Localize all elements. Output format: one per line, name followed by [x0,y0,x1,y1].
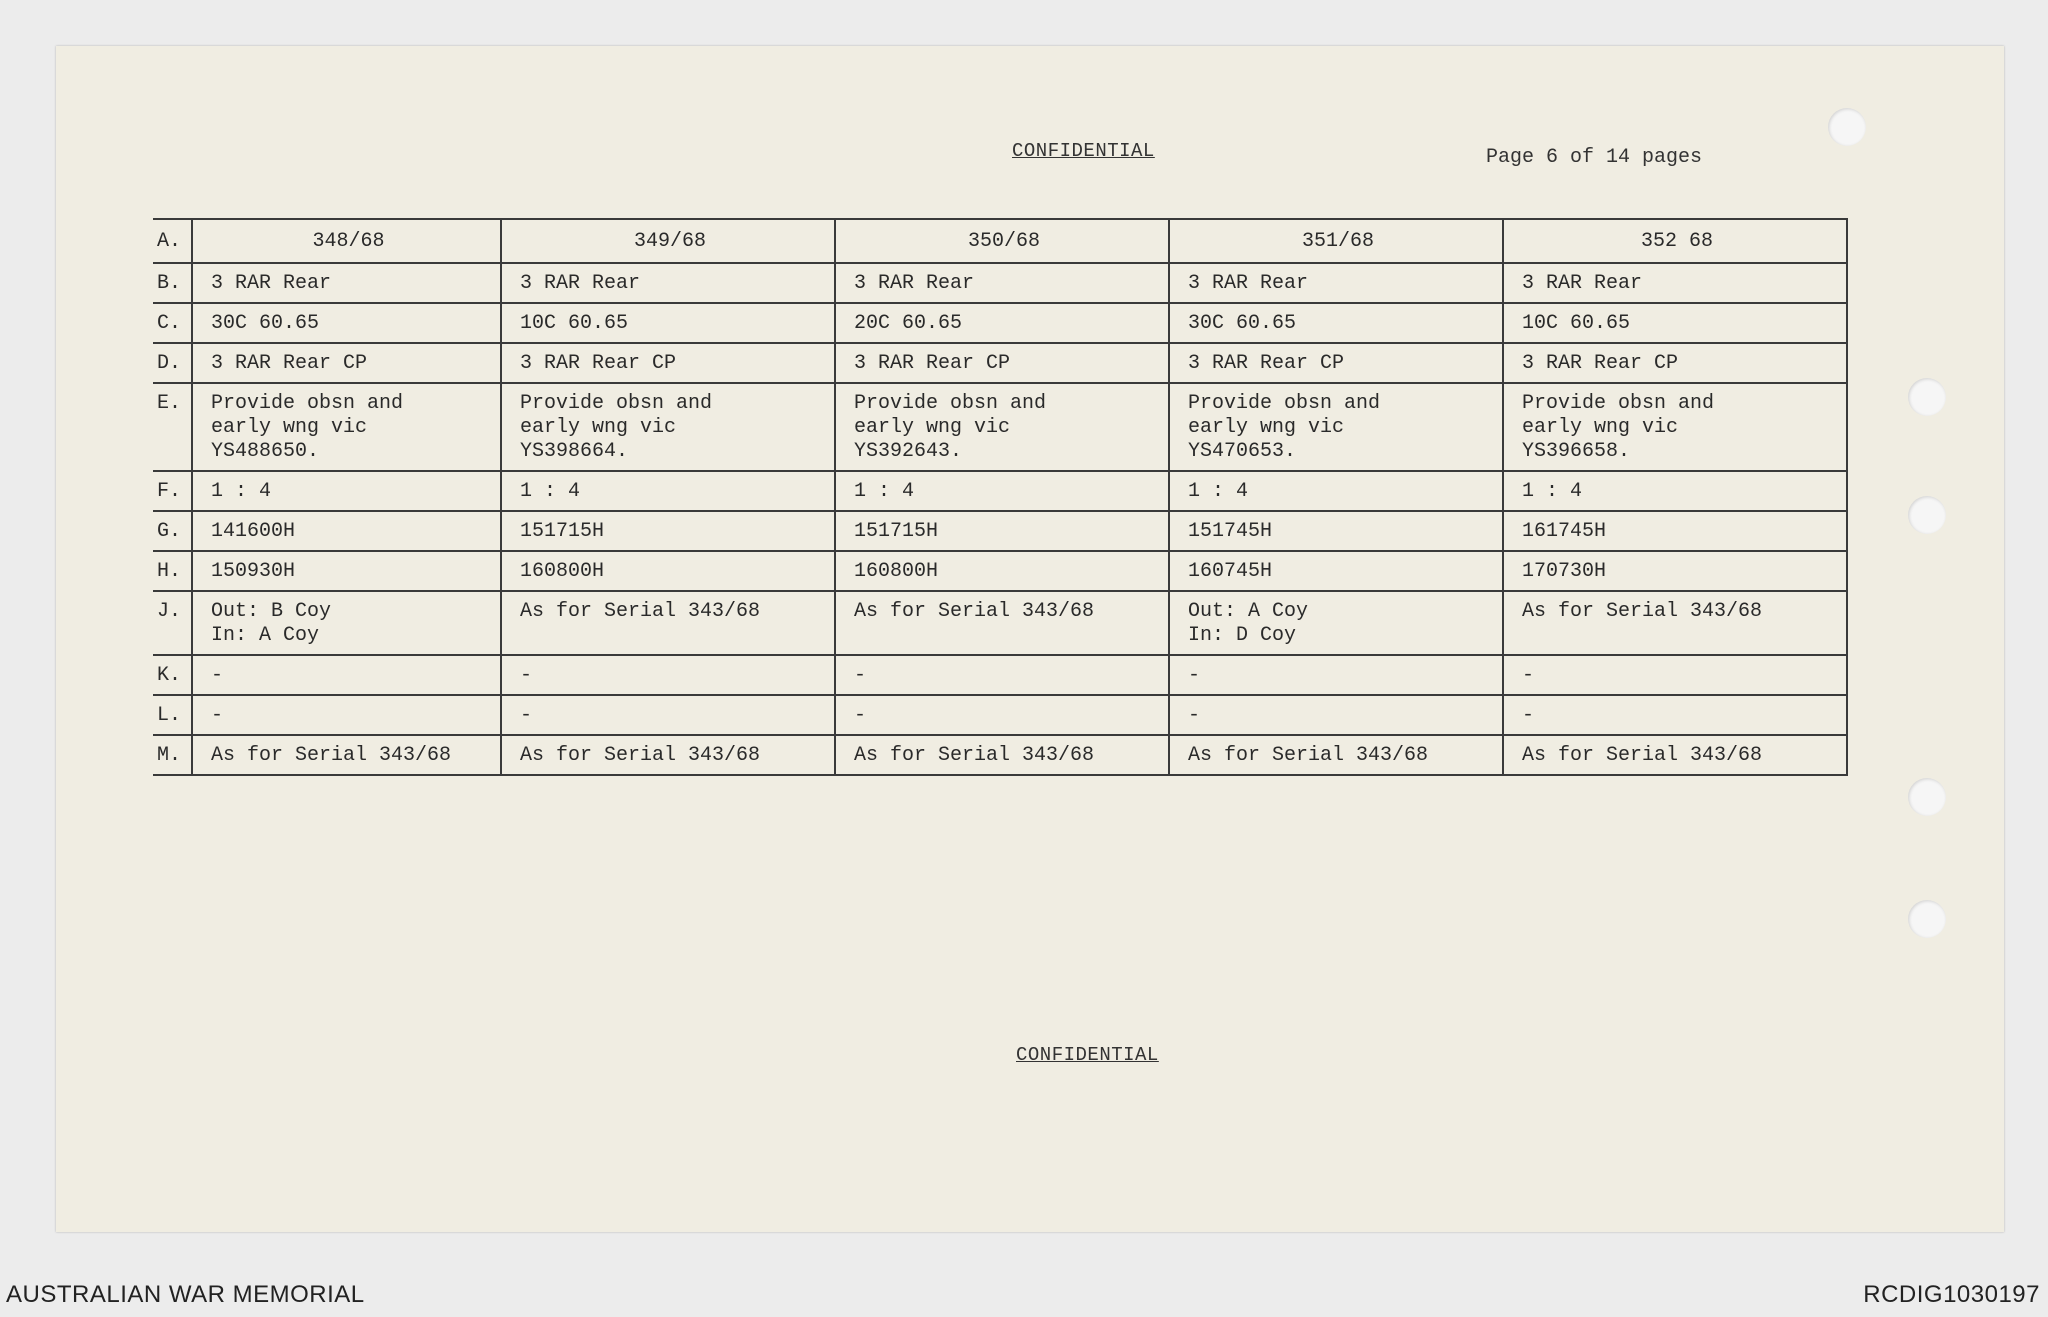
row-label: H. [153,551,192,591]
table-row [153,511,1847,551]
table-row [153,219,1847,263]
table-cell: 161745H [1503,511,1847,551]
table-cell: 3 RAR Rear CP [835,343,1169,383]
table-cell: - [1169,695,1503,735]
table-cell: 3 RAR Rear [835,263,1169,303]
page-number: Page 6 of 14 pages [1486,146,1703,169]
table-cell: 1 : 4 [1503,471,1847,511]
row-label: K. [153,655,192,695]
table-cell: 30C 60.65 [1169,303,1503,343]
table-cell: 3 RAR Rear CP [1503,343,1847,383]
classification-header: CONFIDENTIAL [1012,140,1155,162]
table-row [153,383,1847,471]
row-label: B. [153,263,192,303]
table-cell: 3 RAR Rear [1503,263,1847,303]
row-label: L. [153,695,192,735]
table-cell: 1 : 4 [1169,471,1503,511]
classification-footer: CONFIDENTIAL [1016,1044,1159,1066]
table-cell: 160800H [501,551,835,591]
table-cell: - [835,695,1169,735]
table-cell: 151715H [501,511,835,551]
table-cell: As for Serial 343/68 [501,591,835,655]
table-cell: 1 : 4 [192,471,501,511]
row-label: G. [153,511,192,551]
punch-hole [1908,378,1946,416]
table-cell: - [1169,655,1503,695]
table-cell: Provide obsn and early wng vic YS398664. [501,383,835,471]
table-cell: As for Serial 343/68 [1169,735,1503,775]
table-cell: 1 : 4 [501,471,835,511]
table-cell: 160745H [1169,551,1503,591]
table-cell: Out: B Coy In: A Coy [192,591,501,655]
table-row [153,695,1847,735]
table-cell: Provide obsn and early wng vic YS396658. [1503,383,1847,471]
table-cell: 10C 60.65 [1503,303,1847,343]
table-cell: As for Serial 343/68 [835,591,1169,655]
table-cell: - [835,655,1169,695]
table-cell: - [1503,695,1847,735]
table-cell: 170730H [1503,551,1847,591]
table-cell: 3 RAR Rear CP [1169,343,1503,383]
table-cell: As for Serial 343/68 [501,735,835,775]
table-row [153,471,1847,511]
table-row [153,263,1847,303]
table-cell: 3 RAR Rear CP [192,343,501,383]
table-cell: 151715H [835,511,1169,551]
serial-number-cell: 350/68 [835,219,1169,263]
table-cell: - [1503,655,1847,695]
serial-number-cell: 352 68 [1503,219,1847,263]
table-row [153,735,1847,775]
punch-hole [1908,900,1946,938]
table-cell: 10C 60.65 [501,303,835,343]
table-row [153,551,1847,591]
table-cell: 30C 60.65 [192,303,501,343]
table-row [153,655,1847,695]
table-cell: As for Serial 343/68 [1503,735,1847,775]
table-cell: 3 RAR Rear [1169,263,1503,303]
row-label: J. [153,591,192,655]
table-cell: As for Serial 343/68 [835,735,1169,775]
table-row [153,343,1847,383]
row-label: A. [153,219,192,263]
punch-hole [1908,778,1946,816]
punch-hole [1908,496,1946,534]
table-cell: 150930H [192,551,501,591]
table-cell: 3 RAR Rear CP [501,343,835,383]
row-label: F. [153,471,192,511]
table-cell: Provide obsn and early wng vic YS470653. [1169,383,1503,471]
table-cell: As for Serial 343/68 [192,735,501,775]
archive-catalogue-id: RCDIG1030197 [1863,1281,2040,1308]
serial-number-cell: 348/68 [192,219,501,263]
serials-table [153,218,1848,776]
table-cell: - [501,695,835,735]
table-cell: 151745H [1169,511,1503,551]
table-row [153,303,1847,343]
table-row [153,591,1847,655]
archive-institution: AUSTRALIAN WAR MEMORIAL [6,1281,365,1308]
table-cell: Provide obsn and early wng vic YS488650. [192,383,501,471]
row-label: C. [153,303,192,343]
table-cell: 20C 60.65 [835,303,1169,343]
table-cell: 160800H [835,551,1169,591]
serial-number-cell: 351/68 [1169,219,1503,263]
row-label: D. [153,343,192,383]
table-cell: As for Serial 343/68 [1503,591,1847,655]
row-label: E. [153,383,192,471]
row-label: M. [153,735,192,775]
table-cell: - [192,695,501,735]
table-cell: 141600H [192,511,501,551]
table-cell: - [192,655,501,695]
table-cell: - [501,655,835,695]
serial-number-cell: 349/68 [501,219,835,263]
table-cell: 1 : 4 [835,471,1169,511]
table-cell: Provide obsn and early wng vic YS392643. [835,383,1169,471]
table-cell: Out: A Coy In: D Coy [1169,591,1503,655]
punch-hole [1828,108,1866,146]
table-cell: 3 RAR Rear [501,263,835,303]
table-cell: 3 RAR Rear [192,263,501,303]
